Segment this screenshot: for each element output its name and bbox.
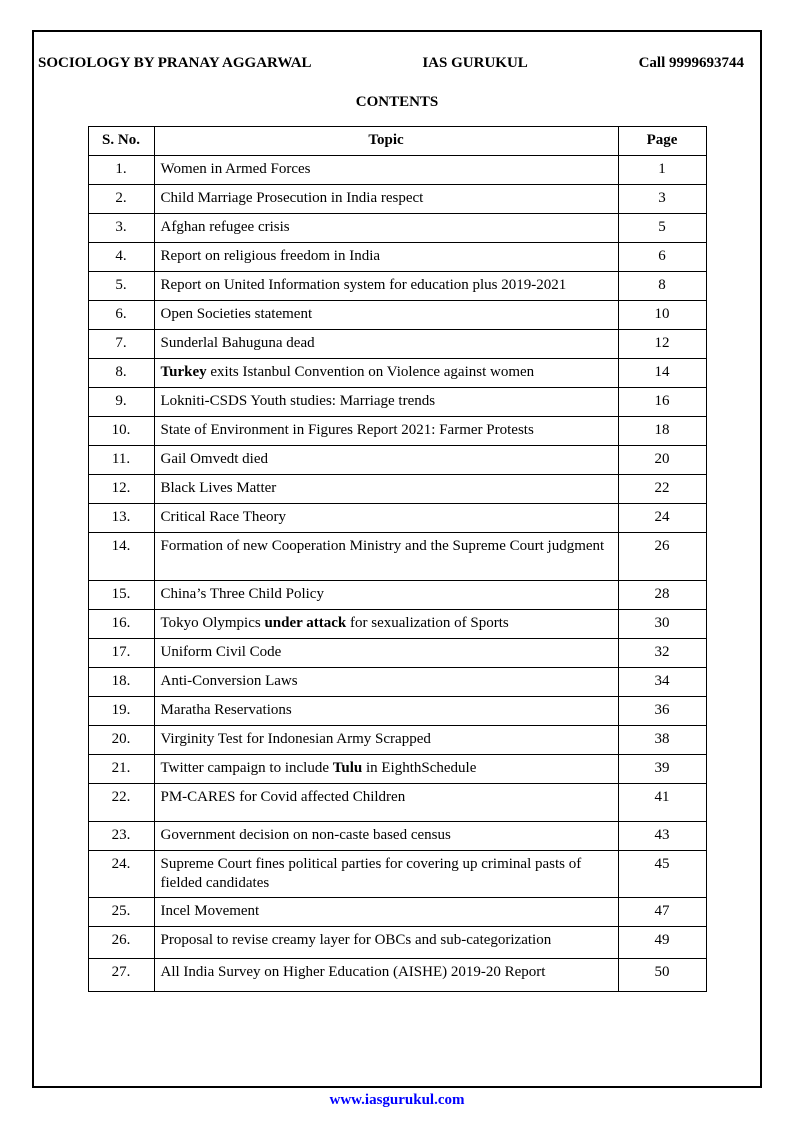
column-header-page: Page [618,127,706,156]
cell-page-number: 22 [618,475,706,504]
cell-serial-number: 2. [88,185,154,214]
table-row [88,330,706,359]
cell-serial-number: 24. [88,851,154,898]
table-row [88,726,706,755]
cell-topic: Afghan refugee crisis [154,214,618,243]
cell-page-number: 10 [618,301,706,330]
cell-page-number: 36 [618,697,706,726]
cell-topic: Maratha Reservations [154,697,618,726]
table-row [88,156,706,185]
column-header-sno: S. No. [88,127,154,156]
table-row [88,388,706,417]
cell-topic: Government decision on non-caste based census [154,822,618,851]
table-row [88,272,706,301]
table-row [88,959,706,992]
cell-topic: Report on religious freedom in India [154,243,618,272]
cell-page-number: 49 [618,927,706,959]
cell-page-number: 1 [618,156,706,185]
cell-serial-number: 21. [88,755,154,784]
cell-serial-number: 1. [88,156,154,185]
cell-page-number: 3 [618,185,706,214]
cell-serial-number: 23. [88,822,154,851]
table-row [88,822,706,851]
header-contact: Call 9999693744 [638,55,744,71]
cell-topic: Gail Omvedt died [154,446,618,475]
table-row [88,639,706,668]
column-header-topic: Topic [154,127,618,156]
cell-topic: China’s Three Child Policy [154,581,618,610]
cell-serial-number: 22. [88,784,154,822]
cell-page-number: 5 [618,214,706,243]
cell-page-number: 12 [618,330,706,359]
cell-topic: Open Societies statement [154,301,618,330]
cell-serial-number: 7. [88,330,154,359]
table-row [88,243,706,272]
table-row [88,898,706,927]
cell-serial-number: 19. [88,697,154,726]
page-border-frame [32,30,762,1088]
cell-page-number: 18 [618,417,706,446]
table-row [88,446,706,475]
cell-serial-number: 13. [88,504,154,533]
cell-topic: Proposal to revise creamy layer for OBCs and sub-categorization [154,927,618,959]
cell-topic: Tokyo Olympics under attack for sexualization of Sports [154,610,618,639]
table-row [88,784,706,822]
table-row [88,504,706,533]
cell-page-number: 50 [618,959,706,992]
table-row [88,851,706,898]
cell-page-number: 20 [618,446,706,475]
table-row [88,185,706,214]
table-row [88,417,706,446]
page-title: CONTENTS [355,94,439,110]
cell-page-number: 24 [618,504,706,533]
cell-page-number: 16 [618,388,706,417]
cell-page-number: 32 [618,639,706,668]
table-row [88,927,706,959]
cell-topic: Uniform Civil Code [154,639,618,668]
cell-topic: Twitter campaign to include Tulu in EighthSchedule [154,755,618,784]
table-body [88,156,706,992]
cell-serial-number: 9. [88,388,154,417]
cell-topic: Anti-Conversion Laws [154,668,618,697]
cell-page-number: 26 [618,533,706,581]
cell-topic: State of Environment in Figures Report 2021: Farmer Protests [154,417,618,446]
cell-serial-number: 16. [88,610,154,639]
cell-page-number: 28 [618,581,706,610]
table-row [88,697,706,726]
cell-page-number: 30 [618,610,706,639]
cell-serial-number: 4. [88,243,154,272]
table-row [88,533,706,581]
cell-page-number: 43 [618,822,706,851]
cell-topic: Supreme Court fines political parties for covering up criminal pasts of fielded candidates [154,851,618,898]
cell-topic: Formation of new Cooperation Ministry and the Supreme Court judgment [154,533,618,581]
cell-topic: Report on United Information system for education plus 2019-2021 [154,272,618,301]
table-header [88,127,706,156]
cell-page-number: 8 [618,272,706,301]
cell-topic: PM-CARES for Covid affected Children [154,784,618,822]
cell-serial-number: 8. [88,359,154,388]
header-row [34,32,760,72]
cell-topic: Child Marriage Prosecution in India respect [154,185,618,214]
table-header-row [88,127,706,156]
cell-serial-number: 25. [88,898,154,927]
footer-link[interactable]: www.iasgurukul.com [329,1092,465,1108]
cell-page-number: 39 [618,755,706,784]
table-row [88,668,706,697]
contents-table [88,126,707,992]
cell-topic: Critical Race Theory [154,504,618,533]
table-row [88,755,706,784]
header-brand: SOCIOLOGY BY PRANAY AGGARWAL [38,55,312,71]
cell-topic: All India Survey on Higher Education (AISHE) 2019-20 Report [154,959,618,992]
cell-topic: Incel Movement [154,898,618,927]
table-row [88,610,706,639]
table-row [88,214,706,243]
table-row [88,581,706,610]
table-row [88,359,706,388]
cell-serial-number: 10. [88,417,154,446]
cell-page-number: 38 [618,726,706,755]
cell-topic: Sunderlal Bahuguna dead [154,330,618,359]
cell-serial-number: 20. [88,726,154,755]
cell-serial-number: 14. [88,533,154,581]
cell-serial-number: 5. [88,272,154,301]
cell-serial-number: 26. [88,927,154,959]
cell-serial-number: 18. [88,668,154,697]
cell-serial-number: 15. [88,581,154,610]
cell-page-number: 14 [618,359,706,388]
cell-serial-number: 27. [88,959,154,992]
cell-topic: Lokniti-CSDS Youth studies: Marriage trends [154,388,618,417]
cell-page-number: 45 [618,851,706,898]
table-row [88,301,706,330]
cell-serial-number: 11. [88,446,154,475]
cell-page-number: 6 [618,243,706,272]
cell-topic: Black Lives Matter [154,475,618,504]
header-institute: IAS GURUKUL [422,55,528,71]
table-row [88,475,706,504]
cell-topic: Virginity Test for Indonesian Army Scrapped [154,726,618,755]
cell-page-number: 41 [618,784,706,822]
cell-page-number: 34 [618,668,706,697]
cell-topic: Turkey exits Istanbul Convention on Violence against women [154,359,618,388]
cell-serial-number: 17. [88,639,154,668]
cell-page-number: 47 [618,898,706,927]
cell-serial-number: 6. [88,301,154,330]
cell-serial-number: 3. [88,214,154,243]
cell-topic: Women in Armed Forces [154,156,618,185]
cell-serial-number: 12. [88,475,154,504]
